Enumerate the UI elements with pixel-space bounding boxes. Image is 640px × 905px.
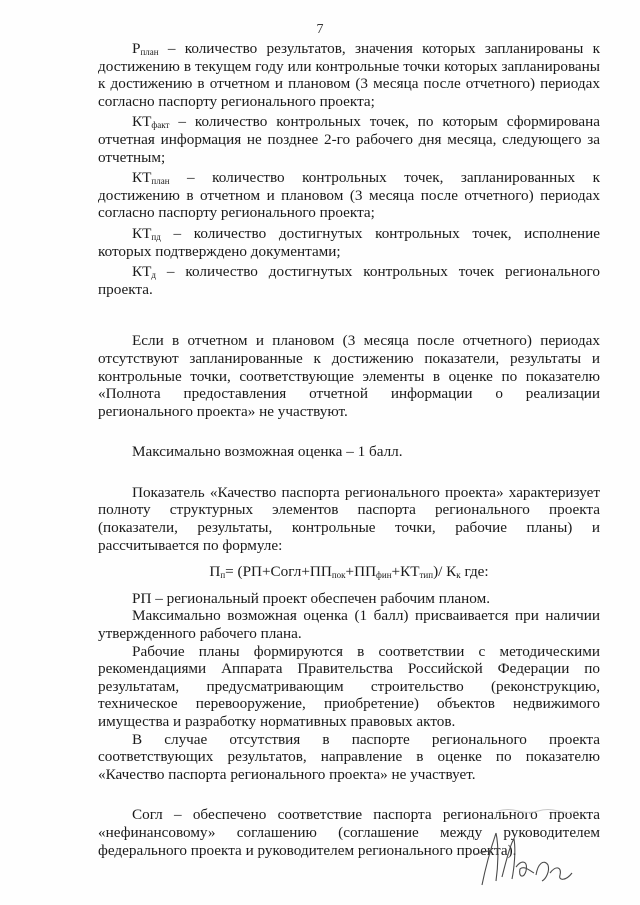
- definition-kt-pd: [98, 225, 600, 260]
- term: $КТ_{пд}$: [132, 224, 161, 242]
- term: $КТ_д$: [132, 263, 157, 281]
- rp-work-plans: Рабочие планы формируются в соответствии с методическими рекомендациями Аппарата Правительства Российской Федерации по результатам, предусматривающим строительство (реконструкцию, техническое перевооружение, приобретение) объектов недвижимого имущества и разработку нормативных правовых актов.: [98, 642, 600, 730]
- definition-text: – количество достигнутых контрольных точек регионального проекта.: [98, 263, 600, 298]
- paragraph-absent-elements: Если в отчетном и плановом (3 месяца после отчетного) периодах отсутствуют запланированные к достижению показатели, результаты и контрольные точки, соответствующие элементы в оценке по показателю «Полнота предоставления отчетной информации о реализации регионального проекта» не участвуют.: [98, 332, 600, 420]
- term: $КТ_{план}$: [132, 169, 170, 187]
- definition-r-plan: [98, 40, 600, 110]
- definition-text: – количество результатов, значения которых запланированы к достижению в текущем году или контрольные точки которых запланированы к достижению в отчетном и плановом (3 месяца после отчетного) периодах согласно паспорту регионального проекта;: [98, 40, 600, 110]
- document-body: [98, 40, 600, 859]
- term: $КТ_{факт}$: [132, 113, 170, 131]
- max-score-note: Максимально возможная оценка – 1 балл.: [132, 443, 403, 461]
- formula: $П_п=$ $(РП+Согл+ПП_{пок}+ПП_{фин}+КТ_{тип})/$ $К_к$ где:: [209, 563, 489, 581]
- definition-text: – количество контрольных точек, запланированных к достижению в отчетном и плановом (3 месяца после отчетного) периодах согласно паспорту регионального проекта;: [98, 169, 600, 222]
- definition-kt-d: [98, 263, 600, 298]
- paragraph-quality-indicator: Показатель «Качество паспорта регионального проекта» характеризует полноту структурных элементов паспорта регионального проекта (показатели, результаты, контрольные точки, рабочие планы) и рассчитывается по формуле:: [98, 483, 600, 554]
- sogl-definition: Согл – обеспечено соответствие паспорта регионального проекта «нефинансовому» соглашению (соглашение между руководителем федерального проекта и руководителем регионального проекта).: [98, 806, 600, 859]
- rp-max-score: Максимально возможная оценка (1 балл) присваивается при наличии утвержденного рабочего плана.: [98, 607, 600, 643]
- definition-text: – количество контрольных точек, по которым сформирована отчетная информация не позднее 2-го рабочего дня месяца, следующего за отчетным;: [98, 113, 600, 166]
- rp-definition: РП – региональный проект обеспечен рабочим планом.: [132, 589, 491, 607]
- rp-absent: В случае отсутствия в паспорте регионального проекта соответствующих результатов, направление в оценке по показателю «Качество паспорта регионального проекта» не участвует.: [98, 730, 600, 783]
- handwritten-signature: [452, 815, 602, 890]
- definition-kt-fact: [98, 113, 600, 166]
- page-number: 7: [316, 22, 324, 37]
- definition-text: – количество достигнутых контрольных точек, исполнение которых подтверждено документами;: [98, 224, 600, 260]
- definition-kt-plan: [98, 169, 600, 222]
- term: $Р_{план}$: [132, 40, 159, 57]
